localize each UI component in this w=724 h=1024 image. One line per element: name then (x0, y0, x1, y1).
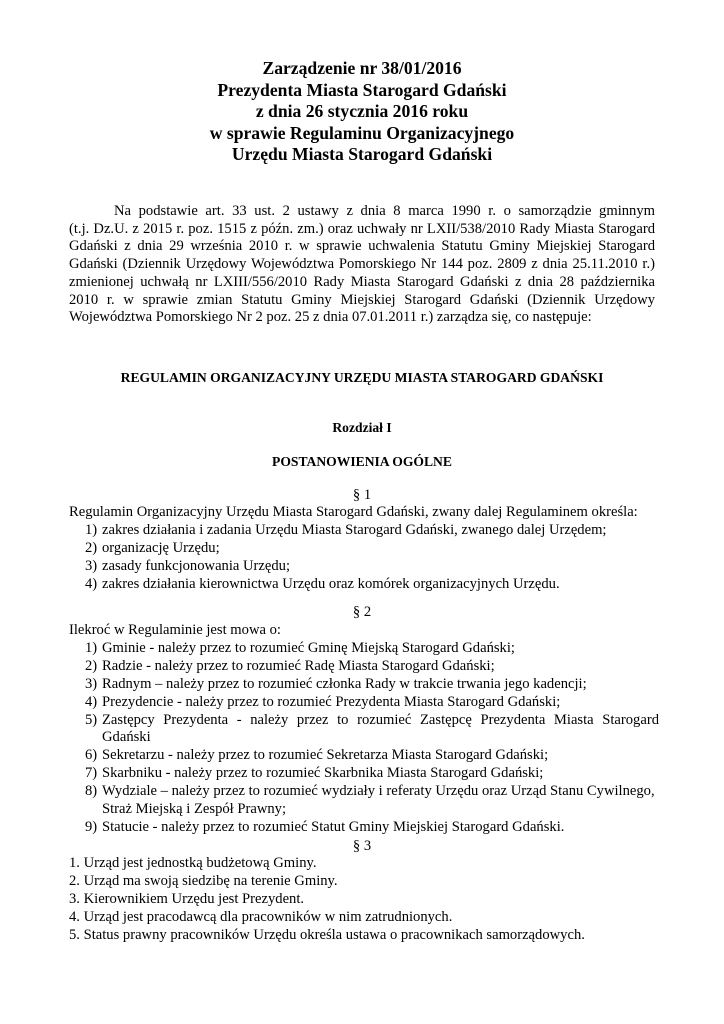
section-2 (69, 622, 659, 837)
list-item: 4) zakres działania kierownictwa Urzędu oraz komórek organizacyjnych Urzędu. (85, 575, 560, 592)
section-2-lead: Ilekroć w Regulaminie jest mowa o: (69, 622, 281, 638)
section-3-item: 4. Urząd jest pracodawcą dla pracowników w nim zatrudnionych. (69, 908, 453, 925)
chapter-number: Rozdział I (332, 420, 392, 435)
list-item: 2) organizację Urzędu; (85, 539, 220, 556)
section-3-item: 5. Status prawny pracowników Urzędu określa ustawa o pracownikach samorządowych. (69, 926, 585, 943)
section-1-list (69, 522, 659, 594)
section-1 (69, 504, 659, 594)
list-item: 4) Prezydencie - należy przez to rozumieć Prezydenta Miasta Starogard Gdański; (85, 693, 561, 710)
list-item: 1) Gminie - należy przez to rozumieć Gminę Miejską Starogard Gdański; (85, 639, 515, 656)
title-line-5: Urzędu Miasta Starogard Gdański (231, 144, 493, 164)
list-item: 9) Statucie - należy przez to rozumieć Statut Gminy Miejskiej Starogard Gdański. (85, 818, 565, 835)
list-item: 5) Zastępcy Prezydenta - należy przez to rozumieć Zastępcę Prezydenta Miasta Starogard Gdański (85, 711, 659, 746)
intro-line: Gdański z dnia 29 września 2010 r. w sprawie uchwalenia Statutu Gminy Miejskiej Starogard (69, 238, 655, 255)
title-line-1: Zarządzenie nr 38/01/2016 (262, 58, 462, 78)
section-2-list (69, 640, 659, 837)
chapter-title: POSTANOWIENIA OGÓLNE (272, 454, 452, 469)
intro-line: Na podstawie art. 33 ust. 2 ustawy z dnia 8 marca 1990 r. o samorządzie gminnym (114, 203, 655, 219)
section-3-item: 3. Kierownikiem Urzędu jest Prezydent. (69, 890, 305, 907)
section-sign-3: § 3 (352, 838, 372, 854)
section-sign-2: § 2 (352, 604, 372, 620)
intro-line: Gdański (Dziennik Urzędowy Województwa Pomorskiego Nr 144 poz. 2809 z dnia 25.11.2010 r.) (69, 256, 655, 273)
section-3 (69, 855, 659, 945)
list-item: 8) Wydziale – należy przez to rozumieć wydziały i referaty Urzędu oraz Urząd Stanu Cywilnego, Straż Miejską i Zespół Prawny; (85, 783, 655, 818)
intro-line: Województwa Pomorskiego Nr 2 poz. 25 z dnia 07.01.2011 r.) zarządza się, co następuje: (69, 309, 592, 326)
list-item: 1) zakres działania i zadania Urzędu Miasta Starogard Gdański, zwanego dalej Urzędem; (85, 521, 607, 538)
intro-line: (t.j. Dz.U. z 2015 r. poz. 1515 z późn. zm.) oraz uchwały nr LXII/538/2010 Rady Miasta Starogard (69, 220, 655, 237)
section-3-item: 1. Urząd jest jednostką budżetową Gminy. (69, 855, 317, 871)
title-line-4: w sprawie Regulaminu Organizacyjnego (209, 122, 515, 143)
document-title (0, 58, 724, 166)
list-item: 3) Radnym – należy przez to rozumieć członka Rady w trakcie trwania jego kadencji; (85, 675, 587, 692)
title-line-3: z dnia 26 stycznia 2016 roku (255, 101, 469, 121)
intro-line: zmienionej uchwałą nr LXIII/556/2010 Rady Miasta Starogard Gdański z dnia 28 października (69, 273, 655, 290)
list-item: 3) zasady funkcjonowania Urzędu; (85, 557, 291, 574)
regulamin-heading: REGULAMIN ORGANIZACYJNY URZĘDU MIASTA STAROGARD GDAŃSKI (120, 370, 604, 385)
list-item: 7) Skarbniku - należy przez to rozumieć Skarbnika Miasta Starogard Gdański; (85, 765, 544, 782)
intro-line: 2010 r. w sprawie zmian Statutu Gminy Miejskiej Starogard Gdański (Dziennik Urzędowy (69, 291, 655, 308)
section-3-item: 2. Urząd ma swoją siedzibę na terenie Gminy. (69, 872, 338, 889)
title-line-2: Prezydenta Miasta Starogard Gdański (217, 79, 507, 100)
section-1-lead: Regulamin Organizacyjny Urzędu Miasta Starogard Gdański, zwany dalej Regulaminem określa: (69, 504, 638, 520)
section-sign-1: § 1 (352, 487, 372, 503)
list-item: 2) Radzie - należy przez to rozumieć Radę Miasta Starogard Gdański; (85, 657, 495, 674)
legal-basis-paragraph (69, 203, 655, 327)
list-item: 6) Sekretarzu - należy przez to rozumieć Sekretarza Miasta Starogard Gdański; (85, 747, 549, 764)
